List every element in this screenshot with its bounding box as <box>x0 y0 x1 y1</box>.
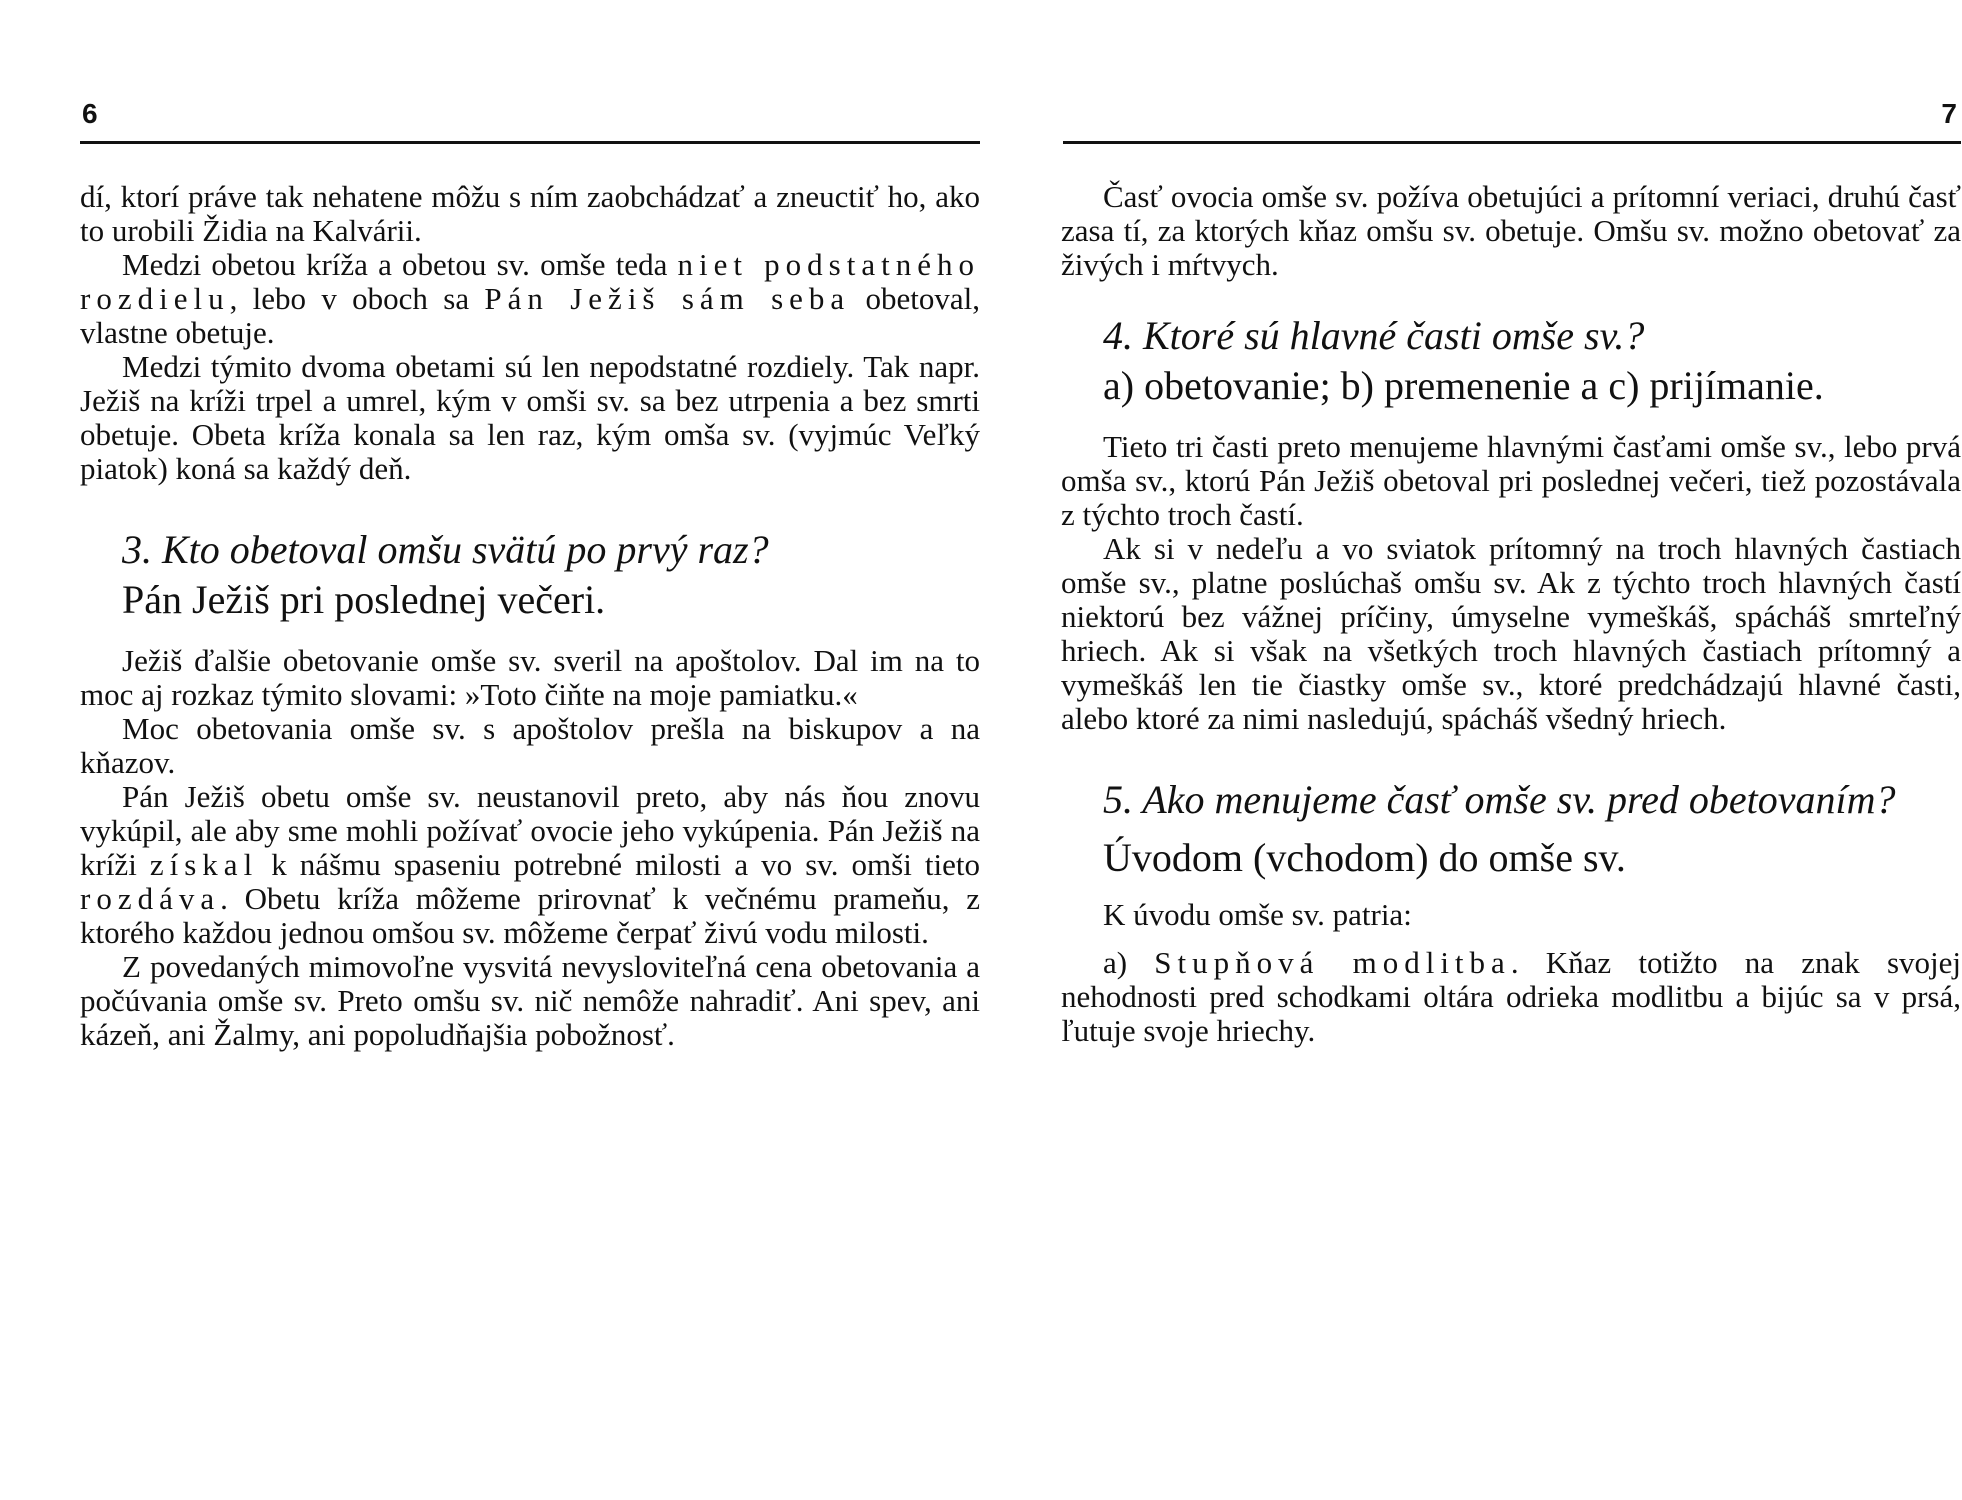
paragraph: Tieto tri časti preto menujeme hlavnými časťami omše sv., lebo prvá omša sv., ktorú Pán Ježiš obetoval pri poslednej večeri, tiež pozostávala z týchto troch častí. <box>1061 429 1961 532</box>
page-number: 6 <box>82 98 98 129</box>
right-page <box>1055 0 1962 1500</box>
emphasis-spaced: Stupňová modlitba <box>1154 945 1511 980</box>
page-number: 7 <box>1941 98 1957 129</box>
text-run: obetoval, vlastne obetuje. <box>80 281 980 350</box>
paragraph <box>80 780 980 950</box>
header-rule <box>80 141 980 144</box>
answer: a) obetovanie; b) premenenie a c) prijímanie. <box>1103 363 1824 408</box>
paragraph: Časť ovocia omše sv. požíva obetujúci a prítomní veriaci, druhú časť zasa tí, za ktorých kňaz omšu sv. obetuje. Omšu sv. možno obetovať za živých i mŕtvych. <box>1061 179 1961 282</box>
paragraph: Moc obetovania omše sv. s apoštolov prešla na biskupov a na kňazov. <box>80 711 980 780</box>
question-heading: 3. Kto obetoval omšu svätú po prvý raz? <box>122 527 769 572</box>
text-run: k nášmu spaseniu potrebné milosti a vo sv. omši tieto <box>258 847 980 882</box>
paragraph: Medzi týmito dvoma obetami sú len nepodstatné rozdiely. Tak napr. Ježiš na kríži trpel a umrel, kým v omši sv. sa bez utrpenia a bez smrti obetuje. Obeta kríža konala sa len raz, kým omša sv. (vyjmúc Veľký piatok) koná sa každý deň. <box>80 349 980 486</box>
paragraph: Ježiš ďalšie obetovanie omše sv. sveril na apoštolov. Dal im na to moc aj rozkaz týmito slovami: »Toto čiňte na moje pamiatku.« <box>80 643 980 712</box>
text-run: a) <box>1103 945 1155 980</box>
paragraph <box>80 248 980 350</box>
text-run: Pán Ježiš obetu omše sv. neustanovil preto, aby nás ňou znovu vykúpil, ale aby sme mohli požívať ovocie jeho vykúpenia. Pán Ježiš na kríži <box>80 779 980 882</box>
paragraph: Ak si v nedeľu a vo sviatok prítomný na troch hlavných častiach omše sv., platne poslúchaš omšu sv. Ak z týchto troch hlavných častí niektorú bez vážnej príčiny, úmyselne vymeškáš, spácháš smrteľný hriech. Ak si však na všetkých troch hlavných častiach prítomný a vymeškáš len tie čiastky omše sv., ktoré predchádzajú hlavné časti, alebo ktoré za nimi nasledujú, spácháš všedný hriech. <box>1061 531 1961 736</box>
emphasis-spaced: niet podstatného rozdielu <box>80 247 980 316</box>
emphasis-spaced: Pán Ježiš sám seba <box>484 281 851 316</box>
left-page <box>80 0 990 1500</box>
text-run: Medzi obetou kríža a obetou sv. omše teda <box>122 247 678 282</box>
text-run: . Kňaz totižto na znak svojej nehodnosti pred schodkami oltára odrieka modlitbu a bijúc sa v prsá, ľutuje svoje hriechy. <box>1061 945 1961 1048</box>
paragraph <box>1061 946 1961 1048</box>
paragraph: Z povedaných mimovoľne vysvitá nevysloviteľná cena obetovania a počúvania omše sv. Preto omšu sv. nič nemôže nahradiť. Ani spev, ani kázeň, ani Žalmy, ani popoludňajšia pobožnosť. <box>80 949 980 1052</box>
paragraph: dí, ktorí práve tak nehatene môžu s ním zaobchádzať a zneuctiť ho, ako to urobili Židia na Kalvárii. <box>80 179 980 248</box>
right-page-content <box>1061 180 1961 1048</box>
paragraph: K úvodu omše sv. patria: <box>1103 897 1412 932</box>
question-heading: 5. Ako menujeme časť omše sv. pred obetovaním? <box>1103 777 1896 822</box>
left-page-content <box>80 180 980 1052</box>
answer: Pán Ježiš pri poslednej večeri. <box>122 577 606 622</box>
emphasis-spaced: získal <box>149 847 259 882</box>
question-heading: 4. Ktoré sú hlavné časti omše sv.? <box>1103 313 1645 358</box>
text-run: , lebo v oboch sa <box>229 281 485 316</box>
answer: Úvodom (vchodom) do omše sv. <box>1103 835 1626 880</box>
text-run: . Obetu kríža môžeme prirovnať k večnému prameňu, z ktorého každou jednou omšou sv. môžeme čerpať živú vodu milosti. <box>80 881 980 950</box>
emphasis-spaced: rozdáva <box>80 881 221 916</box>
header-rule <box>1063 141 1961 144</box>
